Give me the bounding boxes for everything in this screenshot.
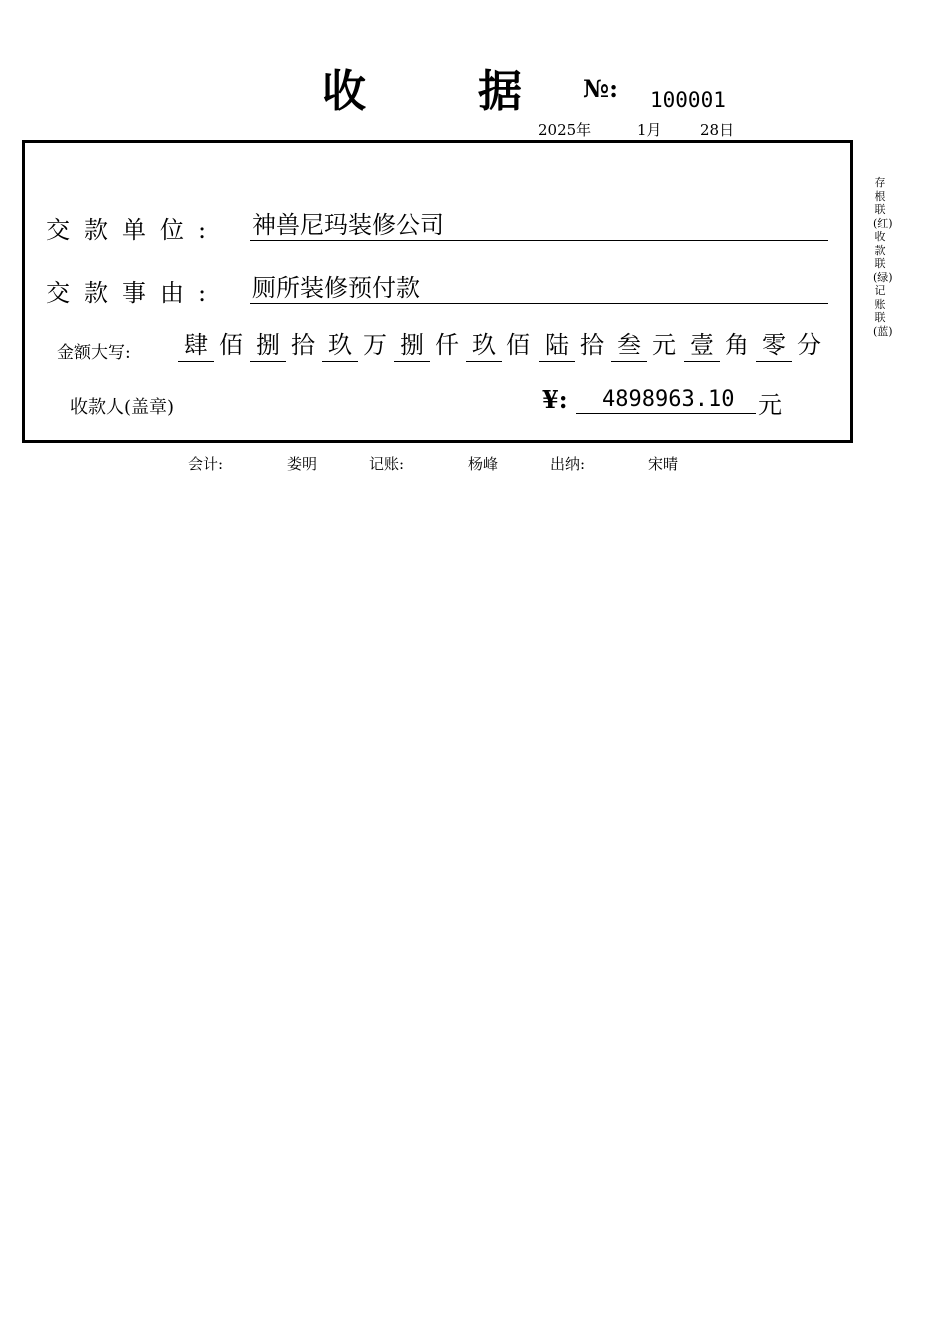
copy-distribution-note: 存根联(红)收款联(绿)记账联(蓝): [873, 176, 893, 338]
cashier-label: 出纳:: [550, 455, 586, 473]
bookkeeper-label: 记账:: [369, 455, 405, 473]
amount-digit: 捌: [250, 330, 286, 362]
payer-field: 神兽尼玛装修公司: [250, 210, 828, 241]
reason-label: 交款事由:: [46, 279, 221, 307]
amount-words-label: 金额大写:: [57, 343, 131, 363]
reason-field: 厕所装修预付款: [250, 273, 828, 304]
date-day: 28日: [700, 121, 735, 139]
amount-digit: 壹: [684, 330, 720, 362]
currency-unit: 元: [758, 391, 782, 419]
date-month: 1月: [637, 121, 662, 139]
payer-label: 交款单位:: [46, 216, 221, 244]
amount-unit: 元: [652, 331, 676, 359]
bookkeeper-name: 杨峰: [468, 455, 499, 473]
amount-digit: 玖: [322, 330, 358, 362]
amount-digit: 陆: [539, 330, 575, 362]
amount-unit: 角: [725, 331, 749, 359]
amount-digit: 叁: [611, 330, 647, 362]
amount-digit: 肆: [178, 330, 214, 362]
accountant-label: 会计:: [188, 455, 224, 473]
cashier-name: 宋晴: [648, 455, 679, 473]
amount-unit: 万: [363, 331, 387, 359]
amount-unit: 拾: [291, 331, 315, 359]
amount-unit: 拾: [580, 331, 604, 359]
amount-digit: 零: [756, 330, 792, 362]
amount-numeric-field: 4898963.10: [576, 386, 756, 414]
currency-label: ¥:: [542, 385, 568, 414]
amount-digit: 玖: [466, 330, 502, 362]
amount-unit: 仟: [435, 331, 459, 359]
amount-unit: 佰: [219, 331, 243, 359]
date-year: 2025年: [538, 121, 592, 139]
receipt-title-char-2: 据: [478, 66, 522, 117]
receiver-label: 收款人(盖章): [70, 397, 175, 418]
receipt-title-char-1: 收: [322, 66, 366, 117]
serial-number-value: 100001: [650, 88, 726, 112]
serial-number-label: №:: [583, 74, 618, 103]
accountant-name: 娄明: [287, 455, 318, 473]
amount-unit: 佰: [506, 331, 530, 359]
amount-unit: 分: [797, 331, 821, 359]
amount-digit: 捌: [394, 330, 430, 362]
